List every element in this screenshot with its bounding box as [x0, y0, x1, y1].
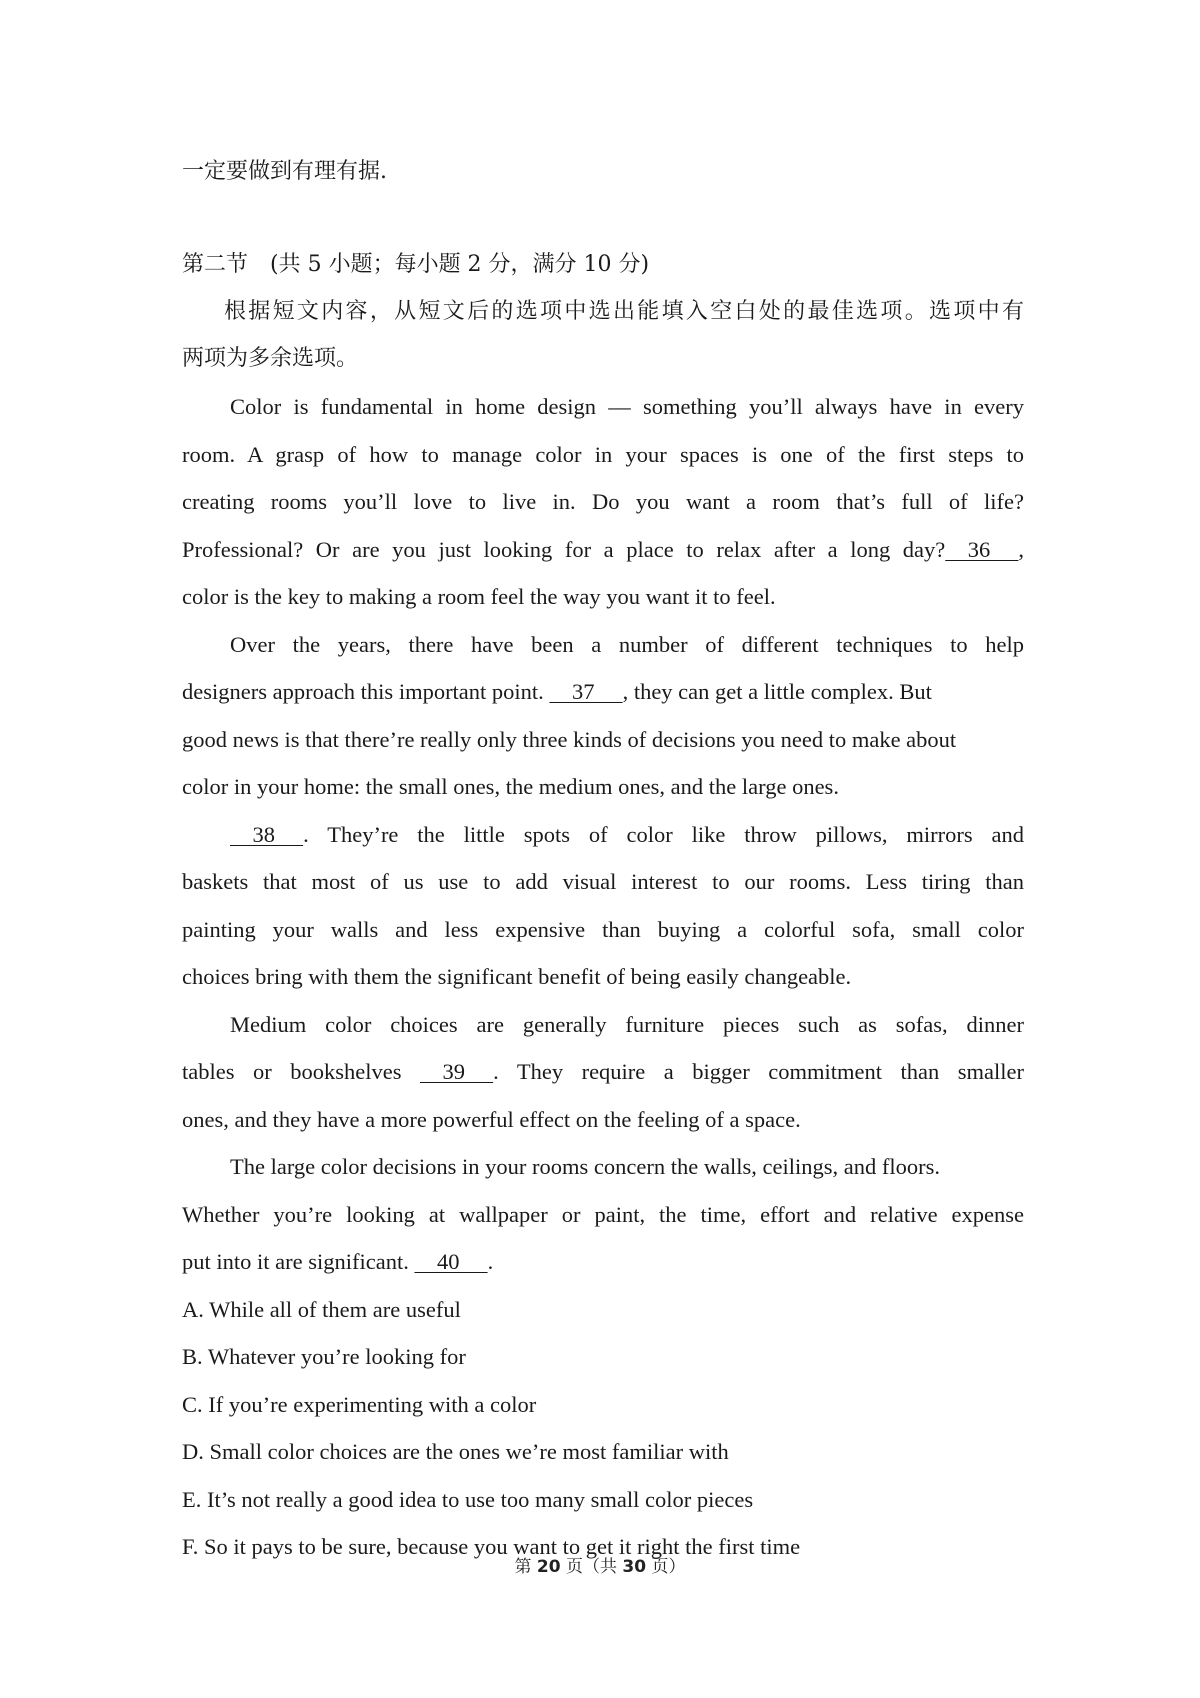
paragraph-4-line-1: Medium color choices are generally furniture pieces such as sofas, dinner: [230, 1012, 1024, 1037]
paragraph-5-line-1: The large color decisions in your rooms concern the walls, ceilings, and floors.: [230, 1154, 941, 1179]
blank-40[interactable]: 40: [414, 1249, 488, 1274]
paragraph-5-line-3: [182, 1248, 493, 1276]
footer-middle: 页（共: [560, 1557, 623, 1577]
option-d: D. Small color choices are the ones we’re most familiar with: [182, 1439, 729, 1464]
paragraph-3-line-1: [182, 821, 1024, 849]
footer-prefix: 第: [514, 1557, 537, 1577]
blank-36[interactable]: 36: [945, 537, 1019, 562]
paragraph-2-line-1: Over the years, there have been a number of different techniques to help: [230, 632, 1024, 657]
option-c: C. If you’re experimenting with a color: [182, 1392, 537, 1417]
paragraph-1-line-5: color is the key to making a room feel the way you want it to feel.: [182, 584, 776, 609]
paragraph-1-line-2: room. A grasp of how to manage color in your spaces is one of the first steps to: [182, 442, 1024, 467]
page-footer: [0, 1552, 1200, 1577]
footer-suffix: 页）: [646, 1557, 686, 1577]
text-segment: . They’re the little spots of color like throw pillows, mirrors and: [303, 822, 1024, 847]
footer-total-pages: 30: [622, 1557, 647, 1577]
blank-39[interactable]: 39: [419, 1059, 494, 1084]
paragraph-2-line-4: color in your home: the small ones, the medium ones, and the large ones.: [182, 774, 839, 799]
blank-37[interactable]: 37: [549, 679, 623, 704]
paragraph-5-line-2: Whether you’re looking at wallpaper or paint, the time, effort and relative expense: [182, 1202, 1024, 1227]
paragraph-2-line-3: good news is that there’re really only three kinds of decisions you need to make about: [182, 727, 957, 752]
instructions-line-1: 根据短文内容，从短文后的选项中选出能填入空白处的最佳选项。选项中有: [224, 299, 1024, 324]
paragraph-3-line-4: choices bring with them the significant benefit of being easily changeable.: [182, 964, 852, 989]
text-segment: Professional? Or are you just looking for a place to relax after a long day?: [182, 537, 946, 562]
paragraph-1-line-3: creating rooms you’ll love to live in. Do you want a room that’s full of life?: [182, 489, 1024, 514]
text-segment: designers approach this important point.: [182, 679, 550, 704]
text-segment: , they can get a little complex. But: [622, 679, 932, 704]
option-b: B. Whatever you’re looking for: [182, 1344, 466, 1369]
paragraph-1-line-4: [182, 536, 1024, 564]
section-heading: 第二节 (共 5 小题；每小题 2 分，满分 10 分): [182, 252, 650, 277]
option-e: E. It’s not really a good idea to use too many small color pieces: [182, 1487, 754, 1512]
blank-38[interactable]: 38: [230, 822, 304, 847]
footer-page-number: 20: [536, 1557, 561, 1577]
text-segment: . They require a bigger commitment than smaller: [493, 1059, 1024, 1084]
paragraph-1-line-1: Color is fundamental in home design — something you’ll always have in every: [230, 394, 1024, 419]
paragraph-2-line-2: [182, 678, 932, 706]
paragraph-3-line-2: baskets that most of us use to add visual interest to our rooms. Less tiring than: [182, 869, 1024, 894]
paragraph-3-line-3: painting your walls and less expensive than buying a colorful sofa, small color: [182, 917, 1024, 942]
text-segment: .: [487, 1249, 494, 1274]
text-segment: tables or bookshelves: [182, 1059, 420, 1084]
option-f: F. So it pays to be sure, because you want to get it right the first time: [182, 1534, 801, 1559]
text-segment: ,: [1018, 537, 1024, 562]
paragraph-4-line-2: [182, 1058, 1024, 1086]
instructions-line-2: 两项为多余选项。: [182, 346, 359, 371]
option-a: A. While all of them are useful: [182, 1297, 461, 1322]
top-line: 一定要做到有理有据.: [182, 159, 387, 184]
paragraph-4-line-3: ones, and they have a more powerful effect on the feeling of a space.: [182, 1107, 801, 1132]
text-segment: put into it are significant.: [182, 1249, 415, 1274]
